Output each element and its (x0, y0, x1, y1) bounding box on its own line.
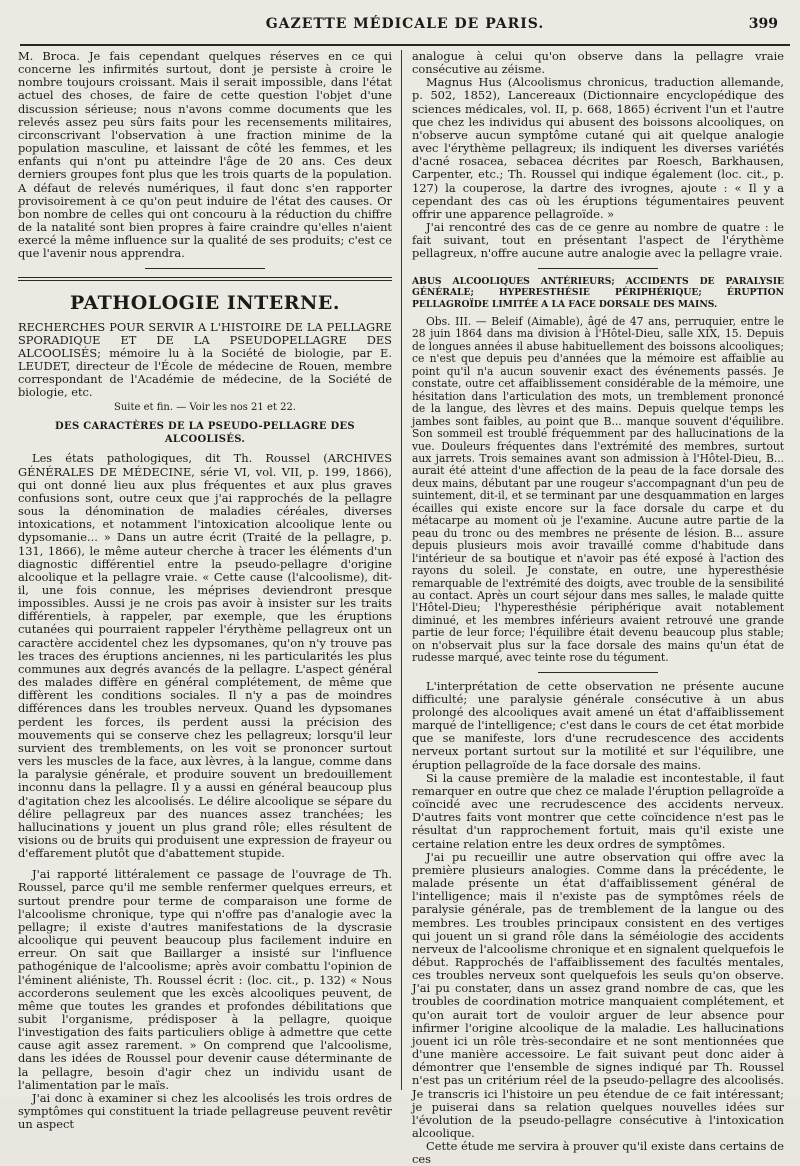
page-number: 399 (748, 16, 778, 32)
paragraph-study: Cette étude me servira à prouver qu'il existe dans certains de ces (412, 1139, 784, 1166)
separator-rule (538, 268, 658, 269)
paragraph-magnus-hus: Magnus Hus (Alcoolismus chronicus, traduction allemande, p. 502, 1852), Lancereaux (Dictionnaire encyclopédique des sciences médicales, vol. II, p. 668, 1865) écrivent l'un et l'autre que chez les individus qui abusent des boissons alcooliques, on n'observe aucun symptôme cutané qui ait quelque analogie avec l'érythème pellagreux; ils indiquent les diverses variétés d'acné rosacea, sebacea décrites par Roesch, Barkhausen, Carpenter, etc.; Th. Roussel qui indique également (loc. cit., p. 127) la couperose, la dartre des ivrognes, ajoute : « Il y a cependant des cas où les éruptions tégumentaires peuvent offrir une apparence pellagroïde. » (412, 75, 784, 221)
paragraph-cause: Si la cause première de la maladie est incontestable, il faut remarquer en outre que chez ce malade l'éruption pellagroïde a coïncidé avec une recrudescence des accidents nerveux. D'autres faits vont montrer que cette coïncidence n'est pas le résultat d'un rapprochement fortuit, mais qu'il existe une certaine relation entre les deux ordres de symptômes. (412, 770, 784, 851)
paragraph-interpretation: L'interprétation de cette observation ne présente aucune difficulté; une paralysie générale consécutive à un abus prolongé des alcooliques avait amené un état d'affaiblissement marqué de l'intelligence; c'est dans le cours de cet état morbide que se manifeste, lors d'une recrudescence des accidents nerveux portant surtout sur la motilité et sur l'équilibre, une éruption pellagroïde de la face dorsale des mains. (412, 678, 784, 772)
subheading: DES CARACTÈRES DE LA PSEUDO-PELLAGRE DES ALCOOLISÉS. (55, 421, 355, 446)
paragraph-examine: J'ai donc à examiner si chez les alcoolisés les trois ordres de symptômes qui constituent la triade pellagreuse peuvent revêtir un aspect (18, 1090, 392, 1132)
page-header (20, 0, 790, 46)
section-rule (18, 277, 392, 281)
paragraph-roussel: Les états pathologiques, dit Th. Roussel (ARCHIVES GÉNÉRALES DE MÉDECINE, série VI, vol. VII, p. 199, 1866), qui ont donné lieu aux plus fréquentes et aux plus graves confusions sont, outre ceux que j'ai rapprochés de la pellagre sous la dénomination de maladies céréales, diverses intoxications, et notamment l'intoxication alcoolique lente ou dypsomanie... » Dans un autre écrit (Traité de la pellagre, p. 131, 1866), le même auteur cherche à tracer les éléments d'un diagnostic différentiel entre la pseudo-pellagre d'origine alcoolique et la pellagre vraie. « Cette cause (l'alcoolisme), dit-il, une fois connue, les méprises deviendront presque impossibles. Aussi je ne crois pas avoir à insister sur les traits différentiels, à rappeler, par exemple, que les éruptions cutanées qui pourraient rappeler l'érythème pellagreux ont un caractère accidentel chez les dypsomanes, qu'on n'y trouve pas les traces des éruptions anciennes, ni les particularités les plus communes aux degrés avancés de la pellagre. L'aspect général des malades diffère en général complétement, de même que diffèrent les conditions sociales. Il n'y a pas de moindres différences dans les troubles nerveux. Quand les dypsomanes perdent les forces, ils perdent aussi la précision des mouvements qui se conserve chez les pellagreux; lorsqu'il leur survient des tremblements, on les voit se prononcer surtout vers les muscles de la face, aux lèvres, à la langue, comme dans la paralysie générale, et produire souvent un bredouillement inconnu dans la pellagre. Il y a aussi en général beaucoup plus d'agitation chez les alcoolisés. Le délire alcoolique se sépare du délire pellagreux par des nuances assez tranchées; les hallucinations y jouent un plus grand rôle; elles résultent de visions ou de bruits qui produisent une expression de frayeur ou d'effarement plutôt que d'abattement stupide. (18, 451, 392, 861)
observation-title: ABUS ALCOOLIQUES ANTÉRIEURS; ACCIDENTS DE PARALYSIE GÉNÉRALE; HYPERESTHÉSIE PÉRIPHÉRIQUE; ÉRUPTION PELLAGROÏDE LIMITÉE A LA FACE DORSALE DES MAINS. (412, 275, 784, 310)
paragraph-broca: M. Broca. Je fais cependant quelques réserves en ce qui concerne les infirmités surtout, dont je persiste à croire le nombre toujours croissant. Mais il serait impossible, dans l'état actuel des choses, de faire de cette question l'objet d'une discussion sérieuse; nous n'avons comme documents que les relevés assez peu sûrs faits pour les recensements militaires, circonscrivant l'observation à une fraction minime de la population masculine, et laissant de côté les femmes, et les enfants qui n'ont pu atteindre l'âge de 20 ans. Ces deux derniers groupes font plus que les trois quarts de la population. A défaut de relevés numériques, il faut donc s'en rapporter provisoirement à ce qu'on peut induire de l'état des causes. Or bon nombre de celles qui ont concouru à la réduction du chiffre de la natalité sont bien propres à faire craindre qu'elles n'aient exercé la même influence sur la qualité de ses produits; c'est ce que l'avenir nous apprendra. (18, 49, 392, 261)
continuation-note: Suite et fin. — Voir les nos 21 et 22. (114, 402, 296, 414)
left-column (18, 49, 392, 1132)
paragraph-commentary: J'ai rapporté littéralement ce passage de l'ouvrage de Th. Roussel, parce qu'il me semble renfermer quelques erreurs, et surtout prendre pour terme de comparaison une forme de l'alcoolisme chronique, type qui n'offre pas d'analogie avec la pellagre; il existe d'autres manifestations de la dyscrasie alcoolique qui peuvent beaucoup plus facilement induire en erreur. On sait que Baillarger a insisté sur l'influence pathogénique de l'alcoolisme; après avoir combattu l'opinion de l'éminent aliéniste, Th. Roussel écrit : (loc. cit., p. 132) « Nous accorderons seulement que les excès alcooliques peuvent, de même que toutes les grandes et profondes débilitations que subit l'organisme, prédisposer à la pellagre, quoique l'investigation des faits particuliers oblige à admettre que cette cause agit assez rarement. » On comprend que l'alcoolisme, dans les idées de Roussel pour devenir cause déterminante de la pellagre, besoin d'agir chez un individu usant de l'alimentation par le maïs. (18, 867, 392, 1092)
separator-rule (145, 268, 265, 269)
paragraph-continuation: analogue à celui qu'on observe dans la pellagre vraie consécutive au zéisme. (412, 49, 784, 77)
journal-title: GAZETTE MÉDICALE DE PARIS. (265, 16, 545, 32)
section-title: PATHOLOGIE INTERNE. (70, 291, 340, 314)
paragraph-second-observation: J'ai pu recueillir une autre observation qui offre avec la première plusieurs analogies. Comme dans la précédente, le malade présente un état d'affaiblissement général de l'intelligence; mais il n'existe pas de symptômes réels de paralysie générale, pas de tremblement de la langue ou des membres. Les troubles principaux consistent en des vertiges qui jouent un si grand rôle dans la séméiologie des accidents nerveux de l'alcoolisme chronique et en signalent quelquefois le début. Rapprochés de l'affaiblissement des facultés mentales, ces troubles nerveux sont quelquefois les seuls qu'on observe. J'ai pu constater, dans un assez grand nombre de cas, que les troubles de coordination motrice manquaient complétement, et qu'on aurait tort de vouloir arguer de leur absence pour infirmer l'origine alcoolique de la maladie. Les hallucinations jouent ici un rôle très-secondaire et ne sont mentionnées que d'une manière accessoire. Le fait suivant peut donc aider à démontrer que l'ensemble de signes indiqué par Th. Roussel n'est pas un critérium réel de la pseudo-pellagre des alcoolisés. Je transcris ici l'histoire un peu étendue de ce fait intéressant; je puiserai dans sa relation quelques nouvelles idées sur l'évolution de la pseudo-pellagre consécutive à l'intoxication alcoolique. (412, 849, 784, 1140)
observation-body: Obs. III. — Beleif (Aimable), âgé de 47 ans, perruquier, entre le 28 juin 1864 dans ma division à l'Hôtel-Dieu, salle XIX, 15. Depuis de longues années il abuse habituellement des boissons alcooliques; ce n'est que depuis peu d'années que la mémoire est affaiblie au point qu'il n'a aucun souvenir exact des événements passés. Je constate, outre cet affaiblissement considérable de la mémoire, une hésitation dans l'articulation des mots, un tremblement prononcé de la langue, des lèvres et des mains. Depuis quelque temps les jambes sont faibles, au point que B... manque souvent d'équilibre. Son sommeil est troublé fréquemment par des hallucinations de la vue. Douleurs fréquentes dans l'extrémité des membres, surtout aux jarrets. Trois semaines avant son admission à l'Hôtel-Dieu, B... aurait été atteint d'une affection de la peau de la face dorsale des deux mains, débutant par une rougeur s'accompagnant d'un peu de suintement, dit-il, et se terminant par une desquammation en larges écailles qui existe encore sur la face dorsale du carpe et du métacarpe au moment où je l'examine. Aucune autre partie de la peau du tronc ou des membres ne présente de lésion. B... assure depuis plusieurs mois avoir travaillé comme d'habitude dans l'intérieur de sa boutique et n'avoir pas été exposé à l'action des rayons du soleil. Je constate, en outre, une hyperesthésie remarquable de l'extrémité des doigts, avec trouble de la sensibilité au contact. Après un court séjour dans mes salles, le malade quitte l'Hôtel-Dieu; l'hyperesthésie périphérique avait notablement diminué, et les membres inférieurs avaient retrouvé une grande partie de leur force; l'équilibre était devenu beaucoup plus stable; on n'observait plus sur la face dorsale des mains qu'un état de rudesse marqué, avec teinte rose du tégument. (412, 315, 784, 665)
column-divider (401, 50, 402, 1090)
separator-rule (538, 672, 658, 673)
article-heading: RECHERCHES POUR SERVIR A L'HISTOIRE DE LA PELLAGRE SPORADIQUE ET DE LA PSEUDOPELLAGRE DES ALCOOLISÉS; mémoire lu à la Société de biologie, par E. LEUDET, directeur de l'École de médecine de Rouen, membre correspondant de l'Académie de médecine, de la Société de biologie, etc. (18, 319, 392, 400)
paragraph-cases: J'ai rencontré des cas de ce genre au nombre de quatre : le fait suivant, tout en présentant l'aspect de l'érythème pellagreux, n'offre aucune autre analogie avec la pellagre vraie. (412, 220, 784, 261)
right-column (412, 49, 784, 1166)
